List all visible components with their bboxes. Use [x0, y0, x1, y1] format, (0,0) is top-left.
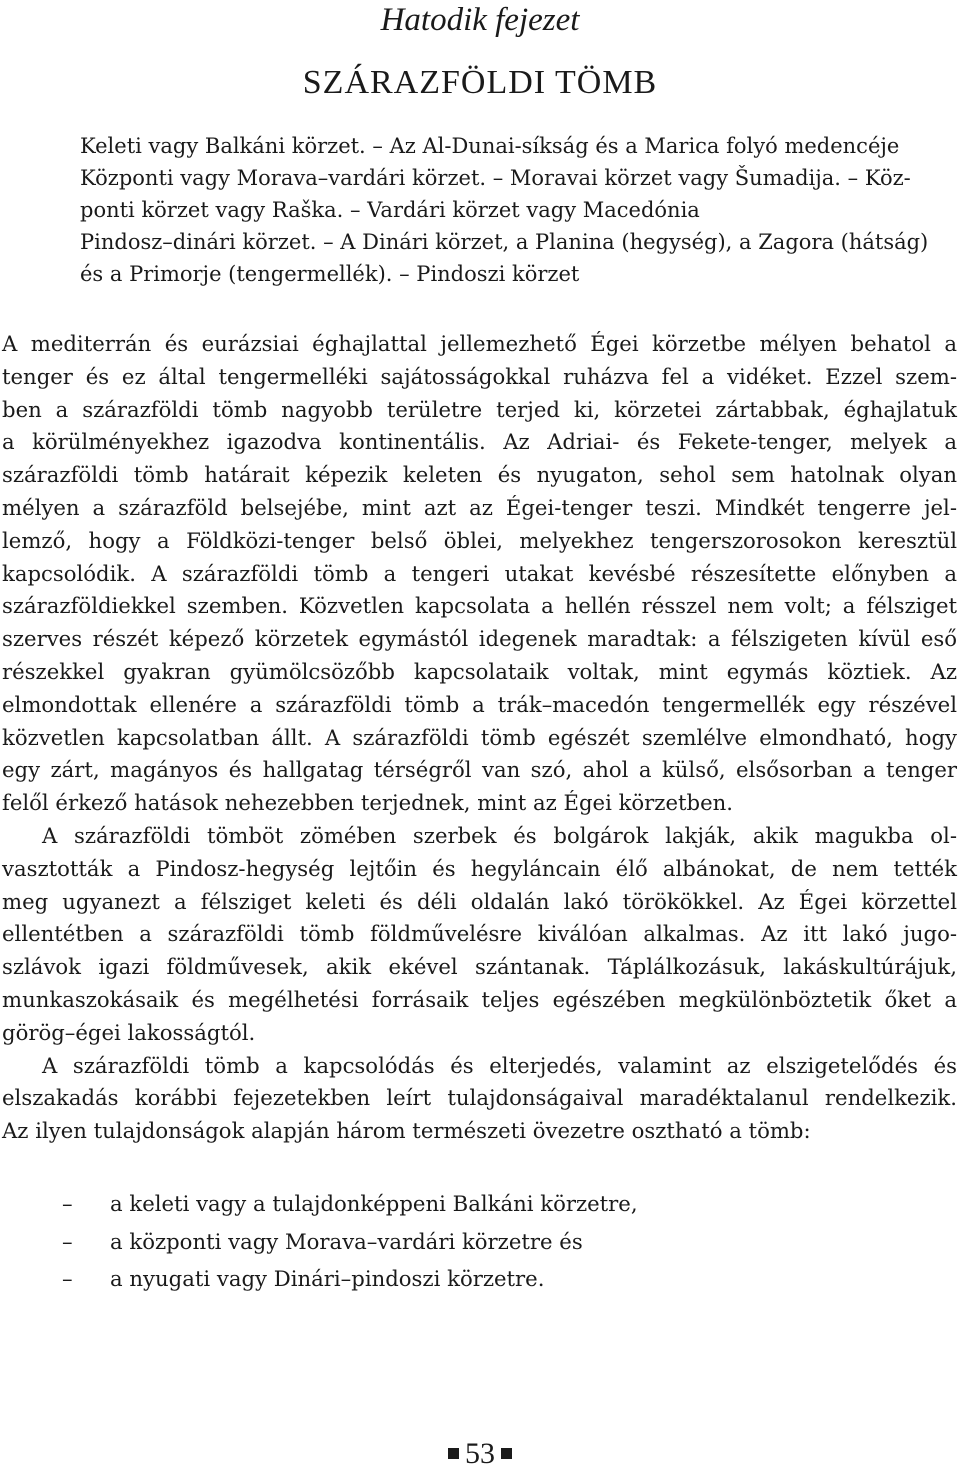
list-item-text: a nyugati vagy Dinári–pindoszi körzetre.: [110, 1266, 545, 1291]
text-line: mélyen a szárazföld belsejébe, mint azt az Égei-tenger teszi. Mindkét tengerre jel-: [2, 494, 957, 520]
text-line: felől érkező hatások nehezebben terjednek, mint az Égei körzetben.: [2, 790, 733, 816]
list-dash: –: [62, 1228, 73, 1254]
text-line: ellentétben a szárazföldi tömb földművelésre kiválóan alkalmas. Az itt lakó jugo-: [2, 921, 957, 947]
summary-line: Pindosz–dinári körzet. – A Dinári körzet, a Planina (hegység), a Zagora (hátság): [80, 230, 929, 254]
text-line: a körülményekhez igazodva kontinentális. Az Adriai- és Fekete-tenger, melyek a: [2, 429, 957, 455]
text-line: A mediterrán és eurázsiai éghajlattal jellemezhető Égei körzetbe mélyen behatol a: [2, 331, 957, 356]
summary-line: Központi vagy Morava–vardári körzet. – Moravai körzet vagy Šumadija. – Köz-: [80, 166, 911, 190]
chapter-label: Hatodik fejezet: [380, 2, 580, 38]
text-line: ben a szárazföldi tömb nagyobb területre terjed ki, körzetei zártabbak, éghajlatuk: [2, 396, 957, 422]
text-line: kapcsolódik. A szárazföldi tömb a tengeri utakat kevésbé részesítette előnyben a: [2, 560, 957, 586]
list-item: [62, 1185, 922, 1223]
text-line: meg ugyanezt a félsziget keleti és déli oldalán lakó törökökkel. Az Égei körzettel: [2, 888, 957, 914]
square-bullet-icon: [501, 1448, 512, 1459]
text-line: egy zárt, magányos és hallgatag térségről van szó, ahol a külső, elsősorban a tenger: [2, 757, 957, 783]
text-line: szárazföldi tömb határait képezik keleten és nyugaton, sehol sem hatolnak olyan: [2, 462, 957, 488]
text-line: közvetlen kapcsolatban állt. A szárazföldi tömb egészét szemlélve elmondható, hogy: [2, 724, 957, 750]
page-footer: [0, 1436, 960, 1472]
zone-list: [62, 1185, 922, 1298]
text-line: szárazföldiekkel szemben. Közvetlen kapcsolata a hellén résszel nem volt; a félsziget: [2, 593, 957, 619]
chapter-title: SZÁRAZFÖLDI TÖMB: [302, 64, 658, 101]
text-line: elmondottak ellenére a szárazföldi tömb a trák–macedón tengermellék egy részével: [2, 691, 957, 717]
text-line: munkaszokásaik és megélhetési forrásaik teljes egészében megkülönböztetik őket a: [2, 986, 957, 1012]
text-line: részekkel gyakran gyümölcsözőbb kapcsolataik voltak, mint egymás köztiek. Az: [2, 658, 957, 684]
text-line: Az ilyen tulajdonságok alapján három természeti övezetre osztható a tömb:: [2, 1118, 811, 1144]
text-line: görög–égei lakosságtól.: [2, 1019, 256, 1045]
text-line: vasztották a Pindosz-hegység lejtőin és hegyláncain élő albánokat, de nem tették: [2, 855, 957, 881]
list-dash: –: [62, 1191, 73, 1216]
list-item: [62, 1223, 922, 1261]
summary-line: Keleti vagy Balkáni körzet. – Az Al-Dunai-síkság és a Marica folyó medencéje: [80, 134, 900, 158]
page-number: 53: [465, 1437, 495, 1470]
summary-line: és a Primorje (tengermellék). – Pindoszi körzet: [80, 262, 580, 286]
text-line: lemző, hogy a Földközi-tenger belső öblei, melyekhez tengerszorosokon keresztül: [2, 527, 957, 553]
text-line: szerves részét képező körzetek egymástól idegenek maradtak: a félszigeten kívül eső: [2, 626, 957, 652]
text-line: szlávok igazi földművesek, akik ekével szántanak. Táplálkozásuk, lakáskultúrájuk,: [2, 954, 957, 980]
text-line: tenger és ez által tengermelléki sajátosságokkal ruházva fel a vidéket. Ezzel szem-: [2, 363, 957, 389]
body-text: [2, 328, 957, 1148]
chapter-contents-summary: [80, 130, 940, 290]
text-line: A szárazföldi tömböt zömében szerbek és bolgárok lakják, akik magukba ol-: [42, 822, 957, 848]
list-item: [62, 1260, 922, 1298]
list-dash: –: [62, 1266, 73, 1291]
text-line: elszakadás korábbi fejezetekben leírt tulajdonságaival maradéktalanul rendelkezik.: [2, 1085, 957, 1111]
summary-line: ponti körzet vagy Raška. – Vardári körzet vagy Macedónia: [80, 198, 700, 222]
list-item-text: a keleti vagy a tulajdonképpeni Balkáni körzetre,: [110, 1191, 638, 1216]
text-line: A szárazföldi tömb a kapcsolódás és elterjedés, valamint az elszigetelődés és: [42, 1052, 957, 1078]
list-item-text: a központi vagy Morava–vardári körzetre és: [110, 1228, 583, 1254]
square-bullet-icon: [448, 1448, 459, 1459]
